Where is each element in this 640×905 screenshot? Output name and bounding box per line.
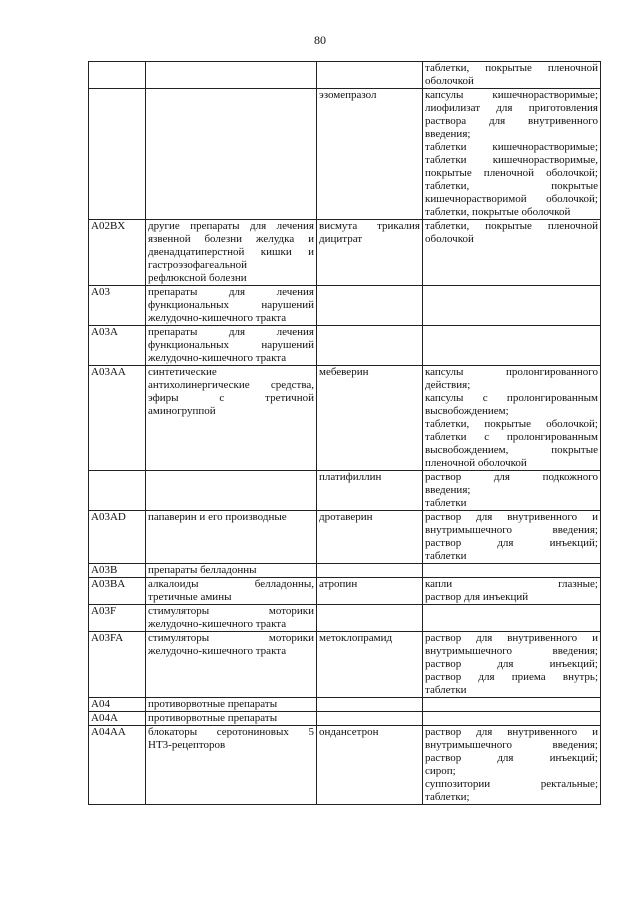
cell-line: эзомепразол bbox=[319, 89, 377, 101]
cell-line: лиофилизат для приготовления bbox=[425, 102, 598, 114]
table-row bbox=[89, 698, 601, 712]
cell-line: оболочкой bbox=[425, 233, 474, 245]
cell-line: желудочно-кишечного тракта bbox=[148, 645, 287, 657]
drug-name-cell bbox=[317, 286, 423, 326]
atc-code-cell: A04A bbox=[89, 712, 146, 726]
group-name-cell bbox=[146, 286, 317, 326]
dosage-forms-cell bbox=[423, 698, 601, 712]
table-row bbox=[89, 511, 601, 564]
group-name-cell bbox=[146, 698, 317, 712]
group-name-cell bbox=[146, 712, 317, 726]
dosage-forms-cell bbox=[423, 471, 601, 511]
table-row bbox=[89, 726, 601, 805]
dosage-forms-cell bbox=[423, 286, 601, 326]
table-row bbox=[89, 471, 601, 511]
cell-line: ондансетрон bbox=[319, 726, 379, 738]
cell-line: действия; bbox=[425, 379, 471, 391]
cell-line: блокаторы серотониновых 5 bbox=[148, 726, 314, 738]
table-row bbox=[89, 62, 601, 89]
group-name-cell bbox=[146, 62, 317, 89]
cell-line: желудочно-кишечного тракта bbox=[148, 312, 287, 324]
dosage-forms-cell bbox=[423, 326, 601, 366]
table-row bbox=[89, 89, 601, 220]
drug-name-cell bbox=[317, 471, 423, 511]
cell-line: таблетки, покрытые пленочной bbox=[425, 62, 598, 74]
group-name-cell bbox=[146, 511, 317, 564]
cell-line: введения; bbox=[425, 128, 471, 140]
atc-code-cell: A02BX bbox=[89, 220, 146, 286]
cell-line: препараты для лечения bbox=[148, 286, 314, 298]
cell-line: HT3-рецепторов bbox=[148, 739, 226, 751]
dosage-forms-cell bbox=[423, 632, 601, 698]
cell-line: внутримышечного введения; bbox=[425, 645, 598, 657]
atc-code-cell bbox=[89, 471, 146, 511]
cell-line: раствор для инъекций; bbox=[425, 537, 598, 549]
cell-line: противорвотные препараты bbox=[148, 698, 278, 710]
atc-code-cell: A03B bbox=[89, 564, 146, 578]
cell-line: дицитрат bbox=[319, 233, 363, 245]
cell-line: таблетки кишечнорастворимые, bbox=[425, 154, 598, 166]
dosage-forms-cell bbox=[423, 62, 601, 89]
group-name-cell bbox=[146, 578, 317, 605]
dosage-forms-cell bbox=[423, 605, 601, 632]
table-row bbox=[89, 564, 601, 578]
drug-name-cell bbox=[317, 578, 423, 605]
atc-code-cell: A03A bbox=[89, 326, 146, 366]
cell-line: раствор для внутривенного и bbox=[425, 726, 598, 738]
table-row bbox=[89, 578, 601, 605]
drug-name-cell bbox=[317, 62, 423, 89]
cell-line: мебеверин bbox=[319, 366, 369, 378]
cell-line: метоклопрамид bbox=[319, 632, 393, 644]
group-name-cell bbox=[146, 471, 317, 511]
drug-name-cell bbox=[317, 712, 423, 726]
cell-line: раствор для инъекций; bbox=[425, 658, 598, 670]
table-row bbox=[89, 326, 601, 366]
cell-line: дротаверин bbox=[319, 511, 373, 523]
cell-line: функциональных нарушений bbox=[148, 339, 314, 351]
atc-code-cell: A04 bbox=[89, 698, 146, 712]
cell-line: раствор для инъекций bbox=[425, 591, 529, 603]
group-name-cell bbox=[146, 89, 317, 220]
dosage-forms-cell bbox=[423, 366, 601, 471]
cell-line: оболочкой bbox=[425, 75, 474, 87]
cell-line: препараты белладонны bbox=[148, 564, 257, 576]
table-row bbox=[89, 220, 601, 286]
group-name-cell bbox=[146, 326, 317, 366]
cell-line: таблетки, покрытые оболочкой bbox=[425, 206, 571, 218]
cell-line: антихолинергические средства, bbox=[148, 379, 314, 391]
atc-code-cell: A03FA bbox=[89, 632, 146, 698]
drug-name-cell bbox=[317, 326, 423, 366]
cell-line: раствора для внутривенного bbox=[425, 115, 598, 127]
cell-line: стимуляторы моторики bbox=[148, 632, 314, 644]
drug-name-cell bbox=[317, 698, 423, 712]
table-row bbox=[89, 605, 601, 632]
drug-table bbox=[88, 61, 601, 805]
cell-line: другие препараты для лечения bbox=[148, 220, 314, 232]
cell-line: стимуляторы моторики bbox=[148, 605, 314, 617]
group-name-cell bbox=[146, 220, 317, 286]
cell-line: внутримышечного введения; bbox=[425, 524, 598, 536]
cell-line: противорвотные препараты bbox=[148, 712, 278, 724]
dosage-forms-cell bbox=[423, 726, 601, 805]
cell-line: двенадцатиперстной кишки и bbox=[148, 246, 314, 258]
cell-line: алкалоиды белладонны, bbox=[148, 578, 314, 590]
cell-line: внутримышечного введения; bbox=[425, 739, 598, 751]
dosage-forms-cell bbox=[423, 89, 601, 220]
cell-line: таблетки, покрытые пленочной bbox=[425, 220, 598, 232]
cell-line: гастроэзофагеальной bbox=[148, 259, 248, 271]
cell-line: эфиры с третичной bbox=[148, 392, 314, 404]
cell-line: кишечнорастворимой оболочкой; bbox=[425, 193, 598, 205]
page-number: 80 bbox=[314, 33, 326, 47]
drug-name-cell bbox=[317, 89, 423, 220]
table-row bbox=[89, 366, 601, 471]
group-name-cell bbox=[146, 366, 317, 471]
drug-name-cell bbox=[317, 605, 423, 632]
dosage-forms-cell bbox=[423, 220, 601, 286]
cell-line: введения; bbox=[425, 484, 471, 496]
cell-line: капсулы с пролонгированным bbox=[425, 392, 598, 404]
cell-line: суппозитории ректальные; bbox=[425, 778, 598, 790]
drug-name-cell bbox=[317, 511, 423, 564]
drug-name-cell bbox=[317, 564, 423, 578]
atc-code-cell: A03BA bbox=[89, 578, 146, 605]
cell-line: язвенной болезни желудка и bbox=[148, 233, 314, 245]
cell-line: синтетические bbox=[148, 366, 217, 378]
cell-line: капли глазные; bbox=[425, 578, 598, 590]
cell-line: таблетки bbox=[425, 550, 467, 562]
atc-code-cell bbox=[89, 89, 146, 220]
cell-line: желудочно-кишечного тракта bbox=[148, 352, 287, 364]
group-name-cell bbox=[146, 564, 317, 578]
cell-line: сироп; bbox=[425, 765, 456, 777]
cell-line: атропин bbox=[319, 578, 358, 590]
cell-line: платифиллин bbox=[319, 471, 382, 483]
cell-line: высвобождением, покрытые bbox=[425, 444, 598, 456]
cell-line: покрытые пленочной оболочкой; bbox=[425, 167, 598, 179]
cell-line: раствор для приема внутрь; bbox=[425, 671, 598, 683]
cell-line: раствор для внутривенного и bbox=[425, 511, 598, 523]
table-row bbox=[89, 286, 601, 326]
atc-code-cell: A03AD bbox=[89, 511, 146, 564]
atc-code-cell: A03F bbox=[89, 605, 146, 632]
cell-line: аминогруппой bbox=[148, 405, 216, 417]
atc-code-cell bbox=[89, 62, 146, 89]
cell-line: высвобождением; bbox=[425, 405, 509, 417]
cell-line: таблетки bbox=[425, 497, 467, 509]
cell-line: желудочно-кишечного тракта bbox=[148, 618, 287, 630]
table-row bbox=[89, 632, 601, 698]
cell-line: капсулы пролонгированного bbox=[425, 366, 598, 378]
cell-line: пленочной оболочкой bbox=[425, 457, 527, 469]
drug-name-cell bbox=[317, 726, 423, 805]
cell-line: капсулы кишечнорастворимые; bbox=[425, 89, 598, 101]
cell-line: таблетки, покрытые оболочкой; bbox=[425, 418, 598, 430]
drug-name-cell bbox=[317, 220, 423, 286]
cell-line: препараты для лечения bbox=[148, 326, 314, 338]
group-name-cell bbox=[146, 726, 317, 805]
dosage-forms-cell bbox=[423, 578, 601, 605]
cell-line: таблетки с пролонгированным bbox=[425, 431, 598, 443]
drug-name-cell bbox=[317, 632, 423, 698]
table-row bbox=[89, 712, 601, 726]
cell-line: таблетки bbox=[425, 684, 467, 696]
dosage-forms-cell bbox=[423, 712, 601, 726]
table-body bbox=[89, 62, 601, 805]
cell-line: рефлюксной болезни bbox=[148, 272, 247, 284]
cell-line: папаверин и его производные bbox=[148, 511, 287, 523]
group-name-cell bbox=[146, 632, 317, 698]
cell-line: таблетки, покрытые bbox=[425, 180, 598, 192]
drug-name-cell bbox=[317, 366, 423, 471]
atc-code-cell: A03AA bbox=[89, 366, 146, 471]
cell-line: раствор для инъекций; bbox=[425, 752, 598, 764]
cell-line: таблетки кишечнорастворимые; bbox=[425, 141, 598, 153]
cell-line: висмута трикалия bbox=[319, 220, 420, 232]
group-name-cell bbox=[146, 605, 317, 632]
atc-code-cell: A04AA bbox=[89, 726, 146, 805]
cell-line: функциональных нарушений bbox=[148, 299, 314, 311]
cell-line: раствор для внутривенного и bbox=[425, 632, 598, 644]
dosage-forms-cell bbox=[423, 511, 601, 564]
atc-code-cell: A03 bbox=[89, 286, 146, 326]
cell-line: таблетки; bbox=[425, 791, 470, 803]
cell-line: раствор для подкожного bbox=[425, 471, 598, 483]
dosage-forms-cell bbox=[423, 564, 601, 578]
cell-line: третичные амины bbox=[148, 591, 232, 603]
